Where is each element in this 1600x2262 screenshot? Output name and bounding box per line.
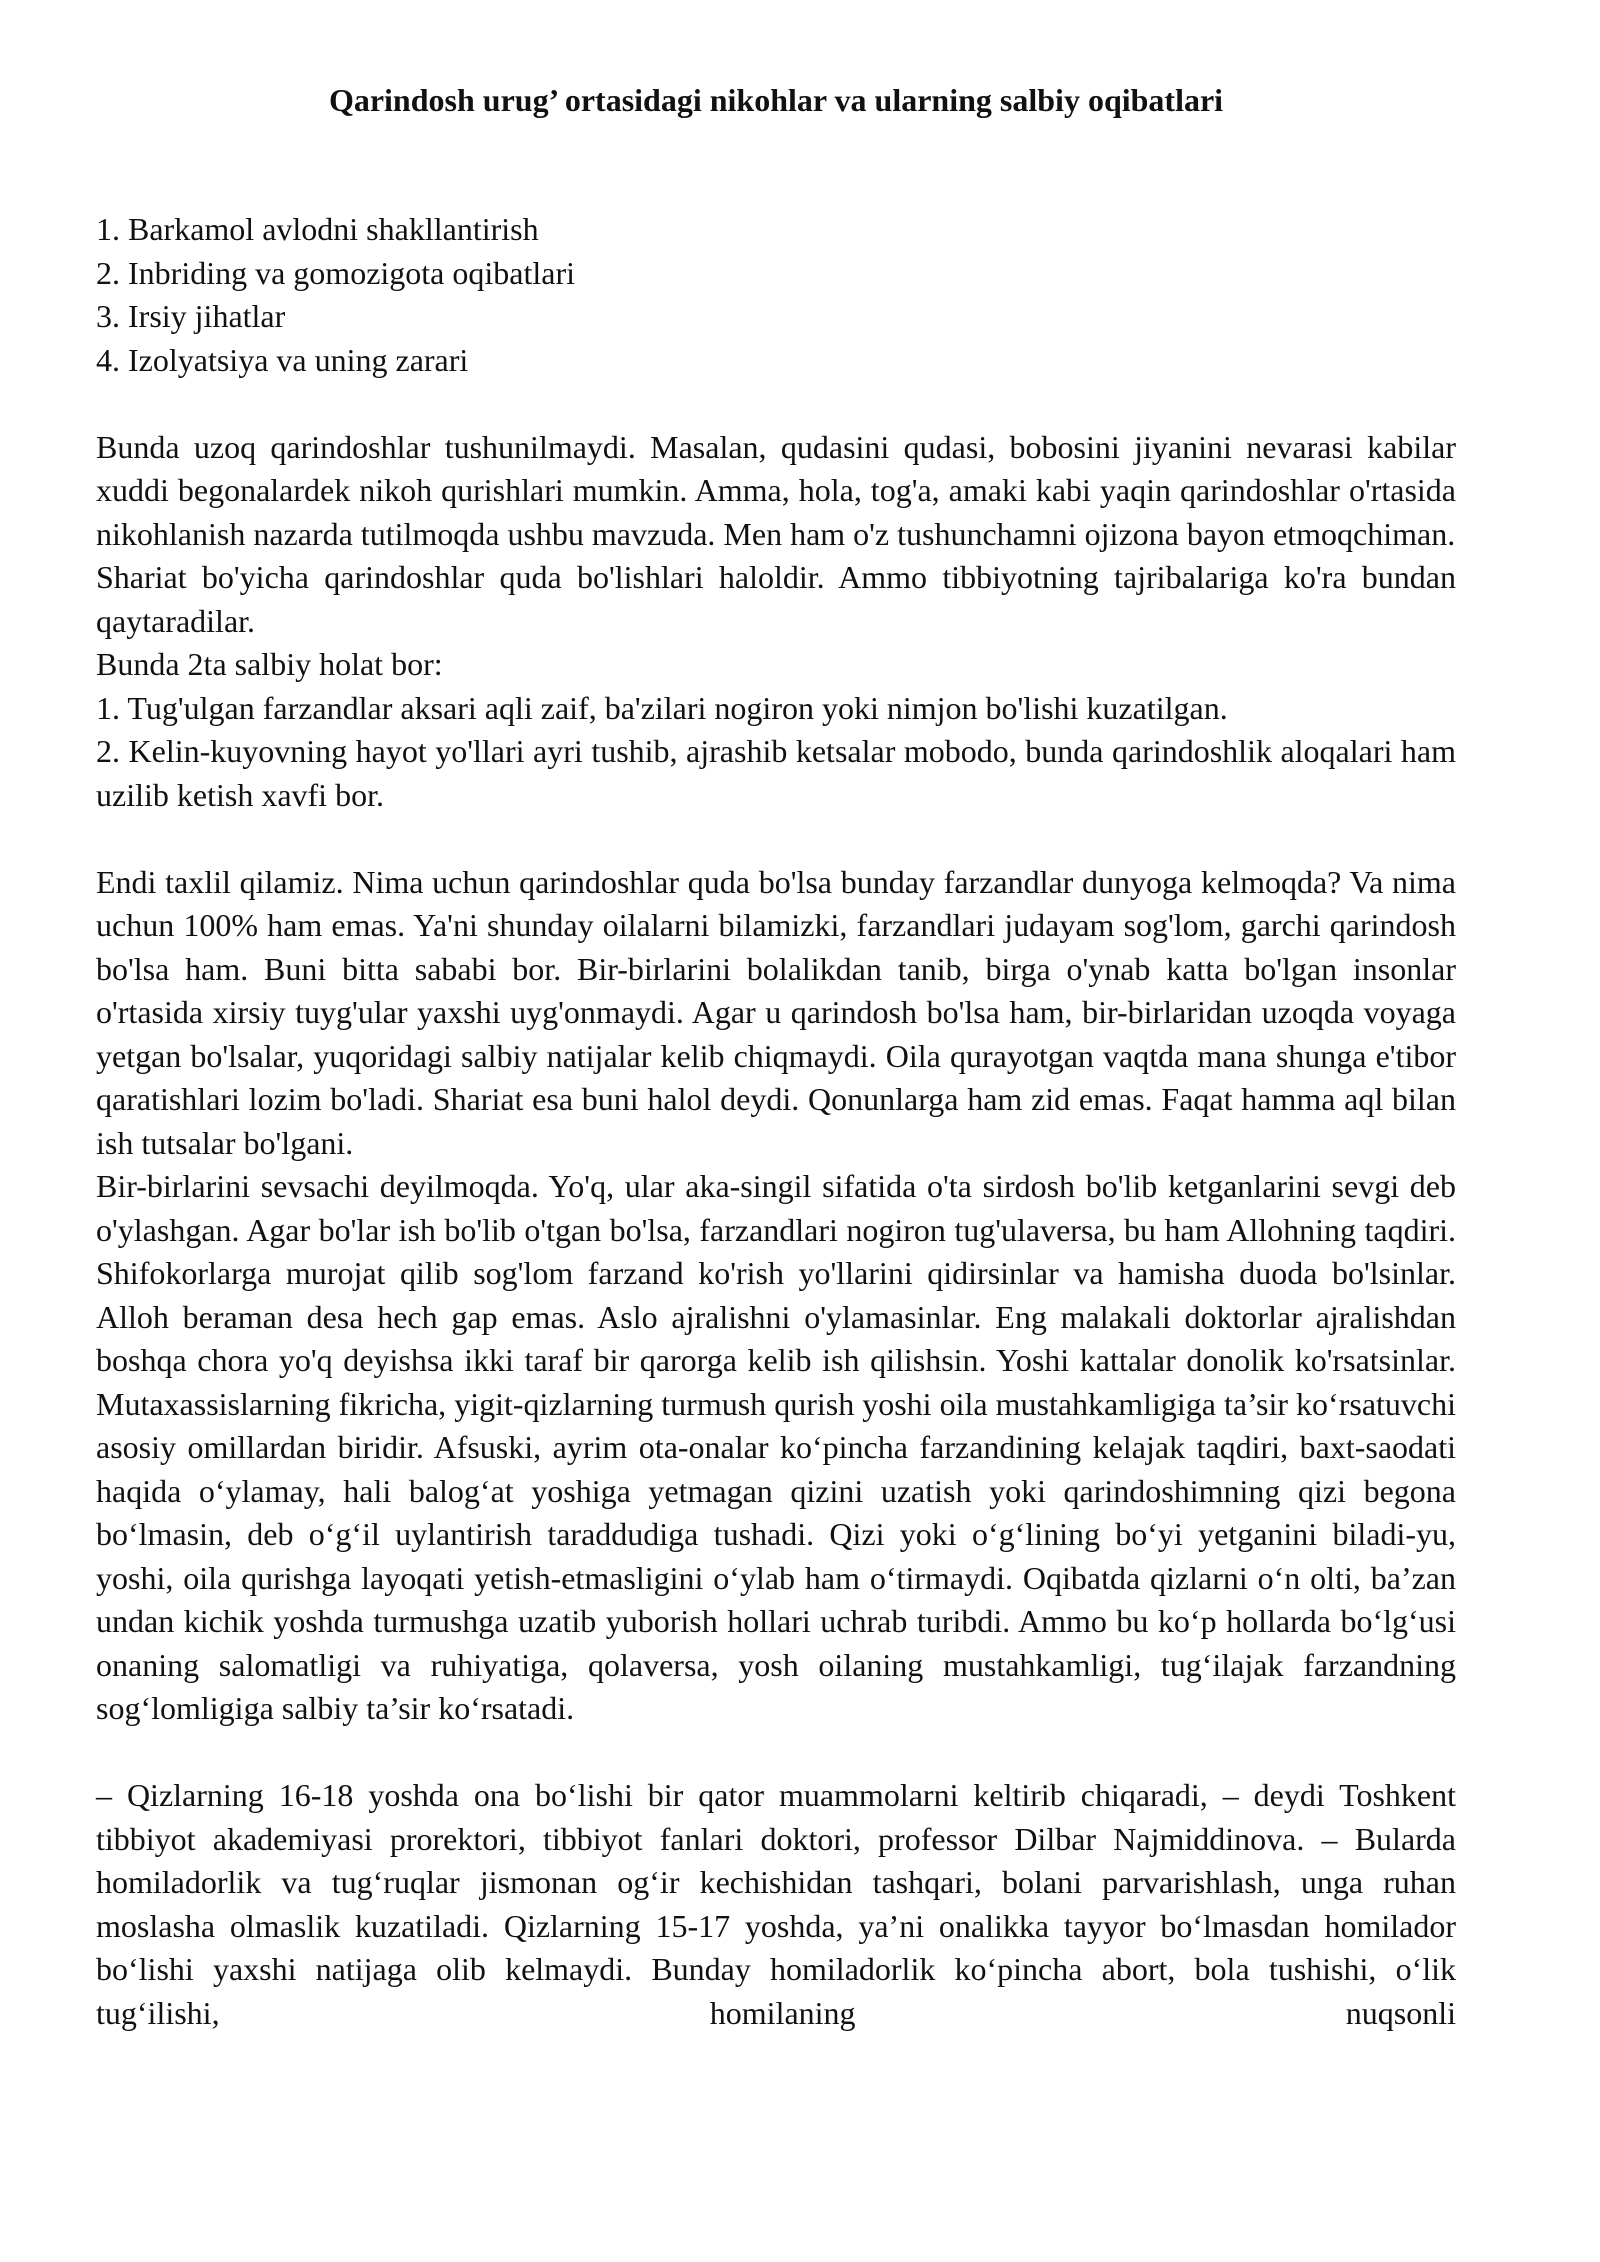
paragraph-negative-1: 1. Tug'ulgan farzandlar aksari aqli zaif, ba'zilari nogiron yoki nimjon bo'lishi kuzatilgan. [96, 689, 1228, 726]
paragraph-quote: – Qizlarning 16-18 yoshda ona bo‘lishi bir qator muammolarni keltirib chiqaradi, – deydi Toshkent tibbiyot akademiyasi prorektori, tibbiyot fanlari doktori, professor Dilbar Najmiddinova. – Bularda homiladorlik va tug‘ruqlar jismonan og‘ir kechishidan tashqari, bolani parvarishlash, unga ruhan moslasha olmaslik kuzatiladi. Qizlarning 15-17 yoshda, ya’ni onalikka tayyor bo‘lmasdan homilador bo‘lishi yaxshi natijaga olib kelmaydi. Bunday homiladorlik ko‘pincha abort, bola tushishi, o‘lik tug‘ilishi, homilaning nuqsonli [96, 1777, 1456, 2031]
paragraph-spacer [96, 382, 1456, 426]
outline-item: 4. Izolyatsiya va uning zarari [96, 341, 469, 378]
paragraph-spacer [96, 1731, 1456, 1775]
document-body [96, 208, 1456, 2035]
paragraph-spacer [96, 817, 1456, 861]
outline-item: 1. Barkamol avlodni shakllantirish [96, 211, 539, 247]
paragraph-sharia: Shariat bo'yicha qarindoshlar quda bo'lishlari haloldir. Ammo tibbiyotning tajribalariga ko'ra bundan qaytaradilar. [96, 559, 1456, 639]
outline-item: 3. Irsiy jihatlar [96, 298, 286, 334]
paragraph-negatives-heading: Bunda 2ta salbiy holat bor: [96, 646, 443, 682]
paragraph-negative-2: 2. Kelin-kuyovning hayot yo'llari ayri tushib, ajrashib ketsalar mobodo, bunda qarindoshlik aloqalari ham uzilib ketish xavfi bor. [96, 733, 1456, 813]
topic-outline [96, 208, 1456, 382]
paragraph-love-and-experts: Bir-birlarini sevsachi deyilmoqda. Yo'q, ular aka-singil sifatida o'ta sirdosh bo'lib ketganlarini sevgi deb o'ylashgan. Agar bo'lar ish bo'lib o'tgan bo'lsa, farzandlari nogiron tug'ulaversa, bu ham Allohning taqdiri. Shifokorlarga murojat qilib sog'lom farzand ko'rish yo'llarini qidirsinlar va hamisha duoda bo'lsinlar. Alloh beraman desa hech gap emas. Aslo ajralishni o'ylamasinlar. Eng malakali doktorlar ajralishdan boshqa chora yo'q deyishsa ikki taraf bir qarorga kelib ish qilishsin. Yoshi kattalar donolik ko'rsatsinlar. Mutaxassislarning fikricha, yigit-qizlarning turmush qurish yoshi oila mustahkamligiga ta’sir ko‘rsatuvchi asosiy omillardan biridir. Afsuski, ayrim ota-onalar ko‘pincha farzandining kelajak taqdiri, baxt-saodati haqida o‘ylamay, hali balog‘at yoshiga yetmagan qizini uzatish yoki qarindoshimning qizi begona bo‘lmasin, deb o‘g‘il uylantirish taraddudiga tushadi. Qizi yoki o‘g‘lining bo‘yi yetganini biladi-yu, yoshi, oila qurishga layoqati yetish-etmasligini o‘ylab ham o‘tirmaydi. Oqibatda qizlarni o‘n olti, ba’zan undan kichik yoshda turmushga uzatib yuborish hollari uchrab turibdi. Ammo bu ko‘p hollarda bo‘lg‘usi onaning salomatligi va ruhiyatiga, qolaversa, yosh oilaning mustahkamligi, tug‘ilajak farzandning sog‘lomligiga salbiy ta’sir ko‘rsatadi. [96, 1168, 1456, 1726]
paragraph-analysis: Endi taxlil qilamiz. Nima uchun qarindoshlar quda bo'lsa bunday farzandlar dunyoga kelmoqda? Va nima uchun 100% ham emas. Ya'ni shunday oilalarni bilamizki, farzandlari judayam sog'lom, garchi qarindosh bo'lsa ham. Buni bitta sababi bor. Bir-birlarini bolalikdan tanib, birga o'ynab katta bo'lgan insonlar o'rtasida xirsiy tuyg'ular yaxshi uyg'onmaydi. Agar u qarindosh bo'lsa ham, bir-birlaridan uzoqda voyaga yetgan bo'lsalar, yuqoridagi salbiy natijalar kelib chiqmaydi. Oila qurayotgan vaqtda mana shunga e'tibor qaratishlari lozim bo'ladi. Shariat esa buni halol deydi. Qonunlarga ham zid emas. Faqat hamma aql bilan ish tutsalar bo'lgani. [96, 863, 1456, 1161]
outline-item: 2. Inbriding va gomozigota oqibatlari [96, 254, 575, 291]
paragraph-intro: Bunda uzoq qarindoshlar tushunilmaydi. Masalan, qudasini qudasi, bobosini jiyanini nevarasi kabilar xuddi begonalardek nikoh qurishlari mumkin. Amma, hola, tog'a, amaki kabi yaqin qarindoshlar o'rtasida nikohlanish nazarda tutilmoqda ushbu mavzuda. Men ham o'z tushunchamni ojizona bayon etmoqchiman. [96, 428, 1456, 552]
document-title: Qarindosh urug’ ortasidagi nikohlar va ularning salbiy oqibatlari [328, 82, 1224, 118]
